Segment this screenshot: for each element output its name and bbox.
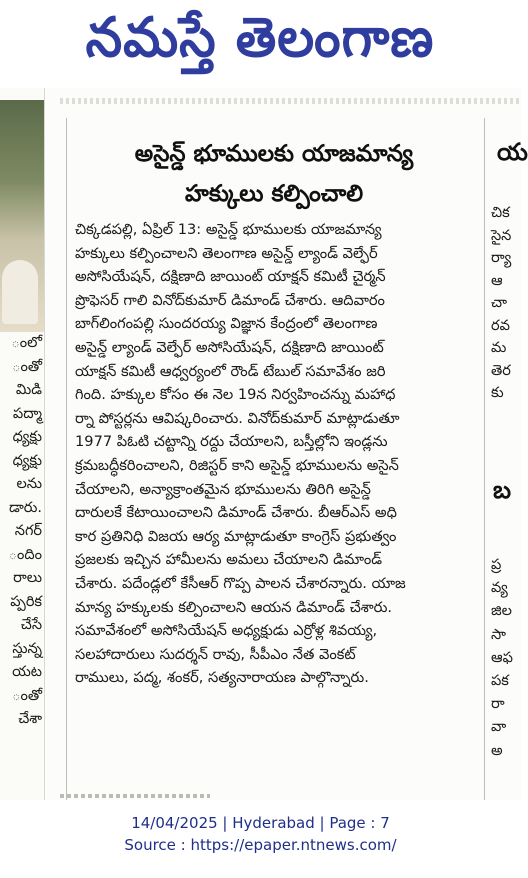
text-line: ఆఫ [491,649,513,666]
text-line: మిడి [15,382,42,398]
text-line: అ [491,742,503,759]
adjacent-article-right [484,118,528,800]
text-line: ంతో [12,687,42,704]
text-line: వా [491,719,507,736]
text-line: ర్యా [491,250,512,266]
body-line: చిక్కడపల్లి, ఏప్రిల్ 13: అసైన్డ్ భూములకు యాజమాన్య [75,221,382,238]
adjacent-article-left [0,88,45,800]
text-line: నగర్ [14,523,42,539]
body-line: సలహాదారులు సుదర్శన్ రావు, సీపీఎం నేత వెంకట్ [75,645,356,663]
text-line: ప్ర [491,557,502,573]
headline-line: అసైన్డ్ భూములకు యాజమాన్య [134,141,414,167]
text-line: లను [16,476,42,492]
masthead [0,0,521,80]
top-divider [60,98,521,104]
body-line: అసోసియేషన్, దక్షిణాది జాయింట్ యాక్షన్ కమిటీ చైర్మన్ [75,268,386,286]
body-line: బాగ్‌లింగంపల్లి సుందరయ్య విజ్ఞాన కేంద్రంలో తెలంగాణ [75,315,378,333]
body-line: సమావేశంలో అసోసియేషన్ అధ్యక్షుడు ఎర్రోళ్ల శివయ్య, [75,622,378,640]
text-line: ంతో [12,358,42,375]
text-line: యట [12,664,42,680]
main-article [66,118,483,800]
text-line: సా [491,626,506,643]
right-headline: య [497,138,528,166]
text-line: చా [491,295,507,311]
left-column-text [0,332,42,732]
body-line: మాన్య హక్కులకు కల్పించాలని ఆయన డిమాండ్ చేశారు. [75,598,393,616]
body-line: ప్రజలకు ఇచ్చిన హామీలను అమలు చేయాలని డిమాండ్ [75,551,383,569]
body-line: హక్కులు కల్పించాలని తెలంగాణ అసైన్డ్ ల్యాండ్ వెల్ఫేర్ [75,244,378,262]
text-line: ధ్యక్షు [12,452,42,469]
text-line: ధ్యక్షు [12,429,42,445]
body-line: ప్రొఫెసర్ గాలి వినోద్‌కుమార్ డిమాండ్ చేశారు. ఆదివారం [75,291,385,309]
photo [0,100,44,332]
text-line: పక [491,672,509,689]
body-line: క్రమబద్ధీకరించాలని, రిజిస్టర్ కాని అసైన్డ్ భూములను అసైన్ [75,456,399,474]
source-url: Source : https://epaper.ntnews.com/ [124,836,397,854]
text-line: సైన [491,227,512,244]
body-line: గింది. హక్కుల కోసం ఈ నెల 19న నిర్వహించన్ను మహాధ [75,386,396,404]
text-line: చేశా [18,711,42,727]
body-line: ర్నా పోస్టర్లను ఆవిష్కరించారు. వినోద్‌కుమార్ మాట్లాడుతూ [75,409,400,427]
text-line: రా [491,696,505,713]
text-line: మ [491,340,507,356]
text-line: ఆ [491,272,503,289]
text-line: తెర [491,362,511,379]
text-line: స్తున్న [12,640,42,657]
text-line: ందిం [8,546,42,563]
text-line: చేసే [20,617,42,633]
body-line: రాములు, పద్మ, శంకర్, సత్యనారాయణ పాల్గొన్నారు. [75,669,369,687]
article-body [75,218,479,690]
body-line: యాక్షన్ కమిటీ ఆధ్వర్యంలో రౌండ్ టేబుల్ సమావేశం జరి [75,362,386,380]
text-line: ప్పరిక [10,593,42,610]
body-line: చేయాలని, అన్యాక్రాంతమైన భూములను తిరిగి అసైన్డ్ [75,480,371,498]
text-line: కు [491,385,504,401]
body-line: కార ప్రతినిధి విజయ ఆర్య మాట్లాడుతూ కాంగ్రెస్ ప్రభుత్వం [75,527,397,545]
news-clipping [0,88,528,800]
body-line: 1977 పిఓటి చట్టాన్ని రద్దు చేయాలని, బస్తీల్లోని ఇండ్లను [75,433,388,451]
text-line: డారు. [8,499,42,516]
page-footer [0,812,521,856]
text-line: రాలు [13,570,42,586]
newspaper-logo: నమస్తే తెలంగాణ [85,6,435,70]
body-line: దారులకే కేటాయించాలని డిమాండ్ చేశారు. బీఆర్ఎస్ అధి [75,504,397,522]
text-line: పద్మా [12,405,42,422]
headline-line: హక్కులు కల్పించాలి [184,181,364,207]
text-line: ంలో [11,335,42,351]
text-line: వ్య [491,580,508,597]
right-column-text-2 [491,554,513,763]
text-line: జిల [491,603,512,620]
bottom-divider [60,794,210,798]
body-line: అసైన్డ్ ల్యాండ్ వెల్ఫేర్ అసోసియేషన్, దక్షిణాది జాయింట్ [75,338,384,356]
right-headline-2: బ [493,476,511,504]
edition-info: 14/04/2025 | Hyderabad | Page : 7 [131,814,390,832]
body-line: చేశారు. పదేండ్లలో కేసీఆర్ గొప్ప పాలన చేశారన్నారు. యాజ [75,574,406,592]
photo-figure [2,260,38,324]
article-headline [73,134,475,214]
text-line: రవ [491,317,510,334]
text-line: చిక [491,205,510,221]
right-column-text [491,202,511,405]
